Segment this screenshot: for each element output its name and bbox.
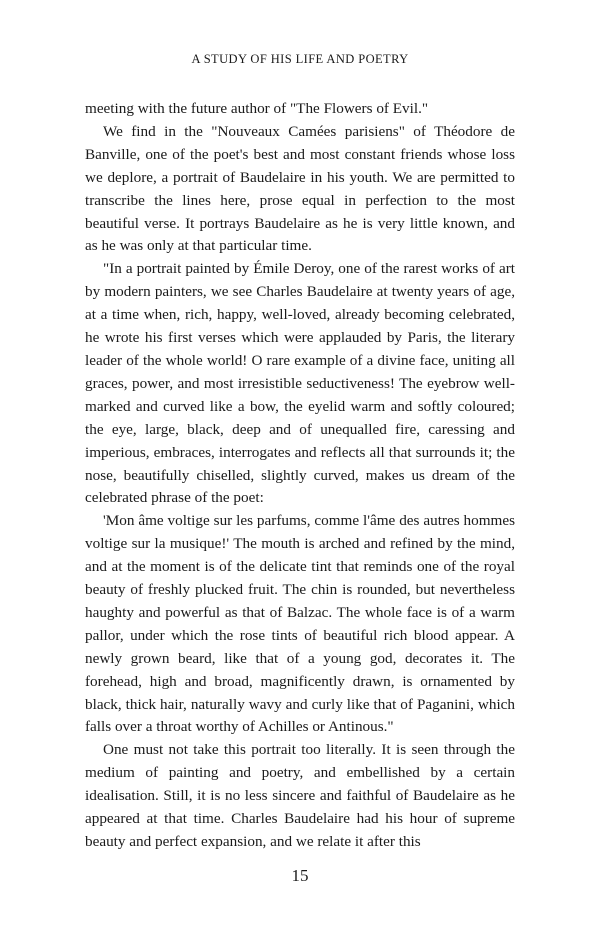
paragraph: We find in the "Nouveaux Camées parisiens" of Théodore de Banville, one of the poet's best and most constant friends whose loss we deplore, a portrait of Baudelaire in his youth. We are permitted to transcribe the lines here, prose equal in perfection to the most beautiful verse. It portrays Baudelaire as he is very little known, and as he was only at that particular time.	[85, 122, 515, 255]
paragraph: 'Mon âme voltige sur les parfums, comme l'âme des autres hommes voltige sur la musique!' The mouth is arched and refined by the mind, and at the moment is of the delicate tint that reminds one of the royal beauty of freshly plucked fruit. The chin is rounded, but nevertheless haughty and powerful as that of Balzac. The whole face is of a warm pallor, under which the rose tints of beautiful rich blood appear. A newly grown beard, like that of a young god, decorates it. The forehead, high and broad, magnificently drawn, is ornamented by black, thick hair, naturally wavy and curly like that of Paganini, which falls over a throat worthy of Achilles or Antinous."	[85, 512, 515, 736]
paragraph: One must not take this portrait too literally. It is seen through the medium of painting and poetry, and embellished by a certain idealisation. Still, it is no less sincere and faithful of Baudelaire as he appeared at that time. Charles Baudelaire had his hour of supreme beauty and perfect expansion, and we relate it after this	[85, 741, 515, 850]
page-number: 15	[291, 866, 309, 885]
paragraph-continuation: meeting with the future author of "The Flowers of Evil."	[85, 100, 429, 117]
running-head: A STUDY OF HIS LIFE AND POETRY	[191, 52, 409, 66]
body-text	[85, 98, 515, 854]
paragraph: "In a portrait painted by Émile Deroy, one of the rarest works of art by modern painters, we see Charles Baudelaire at twenty years of age, at a time when, rich, happy, well-loved, already becoming celebrated, he wrote his first verses which were applauded by Paris, the literary leader of the whole world! O rare example of a divine face, uniting all graces, power, and most irresistible seductiveness! The eyebrow well-marked and curved like a bow, the eyelid warm and softly coloured; the eye, large, black, deep and of unequalled fire, caressing and imperious, embraces, interrogates and reflects all that surrounds it; the nose, beautifully chiselled, slightly curved, makes us dream of the celebrated phrase of the poet:	[85, 260, 515, 507]
